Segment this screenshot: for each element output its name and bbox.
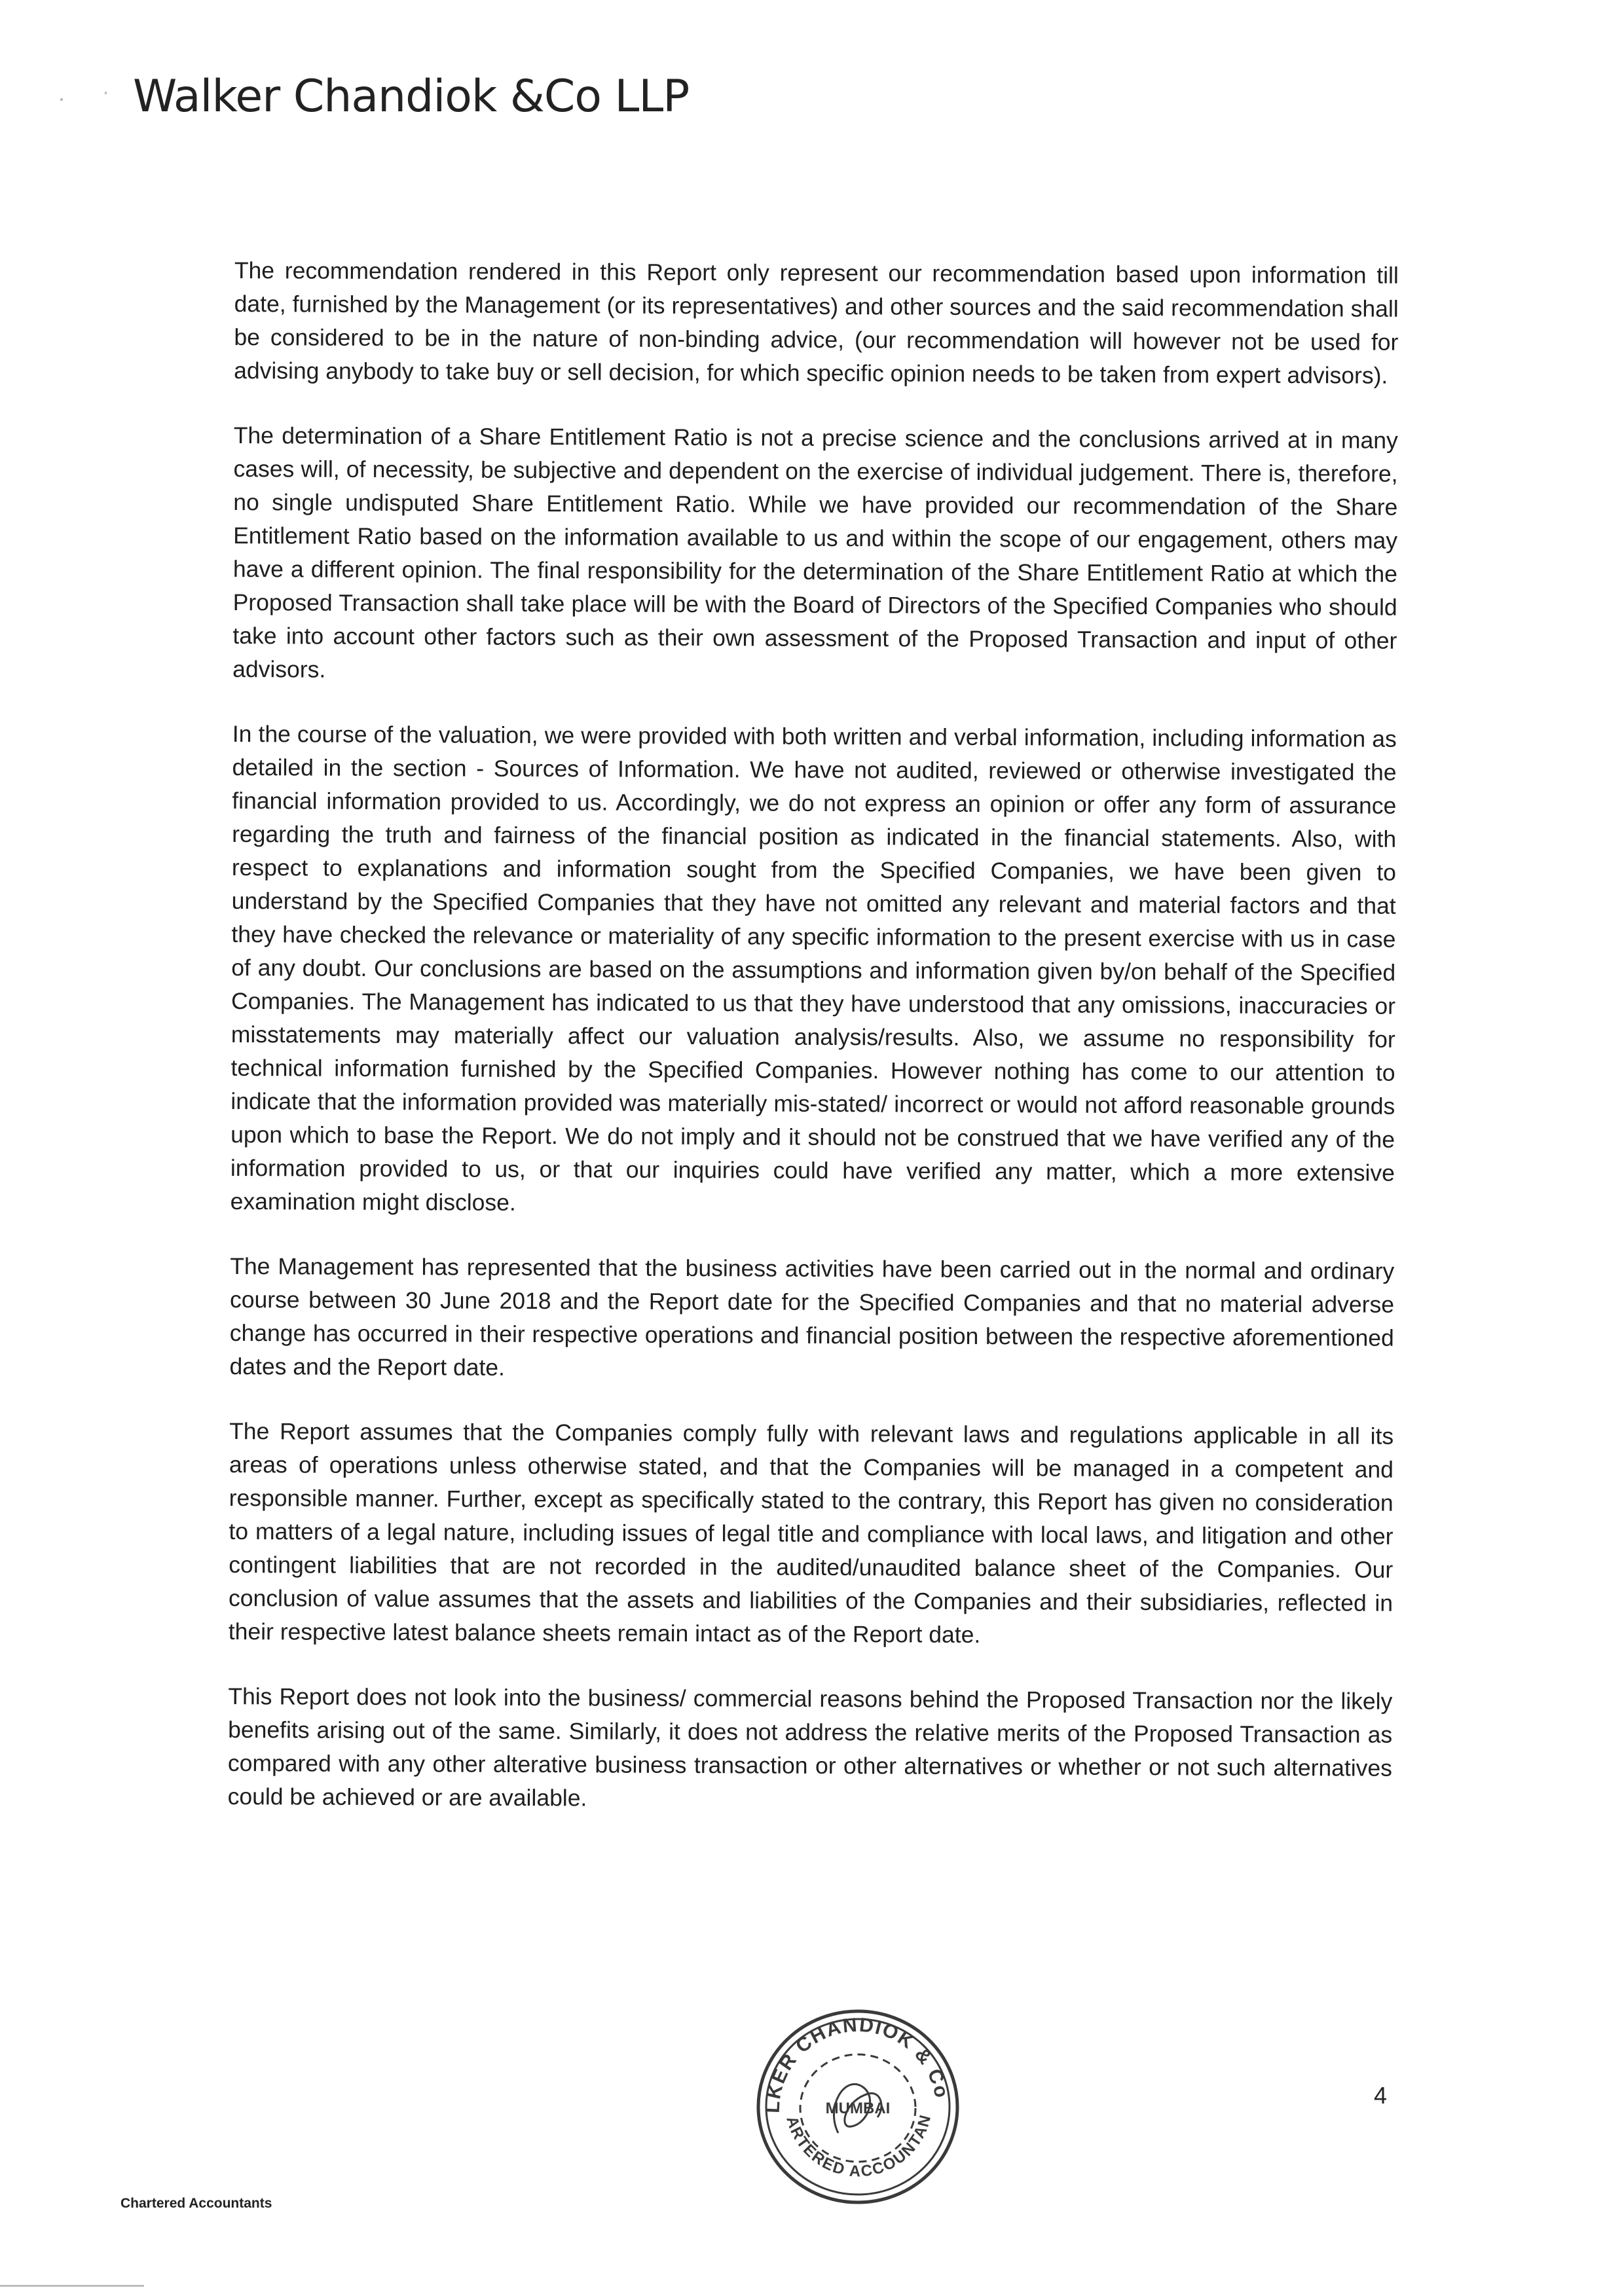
paragraph-ordinary-course: The Management has represented that the business activities have been carried out in the normal and ordinary course between 30 June 2018 and the Report date for the Specified Companies and that no material adverse change has occurred in their respective operations and financial position between the respective aforementioned dates and the Report date. [229, 1252, 1395, 1381]
scan-edge-line [0, 2285, 144, 2287]
firm-letterhead: Walker Chandiok &Co LLP [133, 71, 690, 122]
scan-speck [60, 98, 63, 101]
paragraph-legal-compliance: The Report assumes that the Companies comply fully with relevant laws and regulations applicable in all its areas of operations unless otherwise stated, and that the Companies will be managed in a competent and responsible manner. Further, except as specifically stated to the contrary, this Report has given no consideration to matters of a legal nature, including issues of legal title and compliance with local laws, and litigation and other contingent liabilities that are not recorded in the audited/unaudited balance sheet of the Companies. Our conclusion of value assumes that the assets and liabilities of the Companies and their subsidiaries, reflected in their respective latest balance sheets remain intact as of the Report date. [228, 1417, 1394, 1648]
scan-speck [105, 92, 107, 94]
footer-label: Chartered Accountants [120, 2196, 272, 2211]
page-number: 4 [1374, 2082, 1388, 2109]
paragraph-recommendation-nature: The recommendation rendered in this Report only represent our recommendation based upon information till date, furnished by the Management (or its representatives) and other sources and the said recommendation shall be considered to be in the nature of non-binding advice, (our recommendation will however not be used for advising anybody to take buy or sell decision, for which specific opinion needs to be taken from expert advisors). [234, 257, 1399, 389]
stamp-city: MUMBAI [825, 2100, 891, 2117]
paragraph-information-provided: In the course of the valuation, we were provided with both written and verbal information, including information as detailed in the section - Sources of Information. We have not audited, reviewed or otherwise investigated the financial information provided to us. Accordingly, we do not express an opinion or offer any form of assurance regarding the truth and fairness of the financial position as indicated in the financial statements. Also, with respect to explanations and information sought from the Specified Companies, we have been given to understand by the Specified Companies that they have not omitted any relevant and material factors and that they have checked the relevance or materiality of any specific information to the present exercise with us in case of any doubt. Our conclusions are based on the assumptions and information given by/on behalf of the Specified Companies. The Management has indicated to us that they have understood that any omissions, inaccuracies or misstatements may materially affect our valuation analysis/results. Also, we assume no responsibility for technical information furnished by the Specified Companies. However nothing has come to our attention to indicate that the information provided was materially mis-stated/ incorrect or would not afford reasonable grounds upon which to base the Report. We do not imply and it should not be construed that we have verified any of the information provided to us, or that our inquiries could have verified any matter, which a more extensive examination might disclose. [230, 720, 1397, 1216]
paragraph-share-entitlement-ratio: The determination of a Share Entitlement Ratio is not a precise science and the conclusions arrived at in many cases will, of necessity, be subjective and dependent on the exercise of individual judgement. There is, therefore, no single undisputed Share Entitlement Ratio. While we have provided our recommendation of the Share Entitlement Ratio based on the information available to us and within the scope of our engagement, others may have a different opinion. The final responsibility for the determination of the Share Entitlement Ratio at which the Proposed Transaction shall take place will be with the Board of Directors of the Specified Companies who should take into account other factors such as their own assessment of the Proposed Transaction and input of other advisors. [232, 422, 1398, 683]
firm-seal-stamp [747, 1995, 969, 2205]
report-body [227, 254, 1399, 1850]
paragraph-commercial-reasons: This Report does not look into the business/ commercial reasons behind the Proposed Transaction nor the likely benefits arising out of the same. Similarly, it does not address the relative merits of the Proposed Transaction as compared with any other alterative business transaction or other alternatives or whether or not such alternatives could be achieved or are available. [227, 1683, 1393, 1812]
stamp-bottom-text: ARTERED ACCOUNTAN [783, 2112, 935, 2181]
stamp-outer-text: LKER CHANDIOK & Co [762, 2014, 953, 2114]
